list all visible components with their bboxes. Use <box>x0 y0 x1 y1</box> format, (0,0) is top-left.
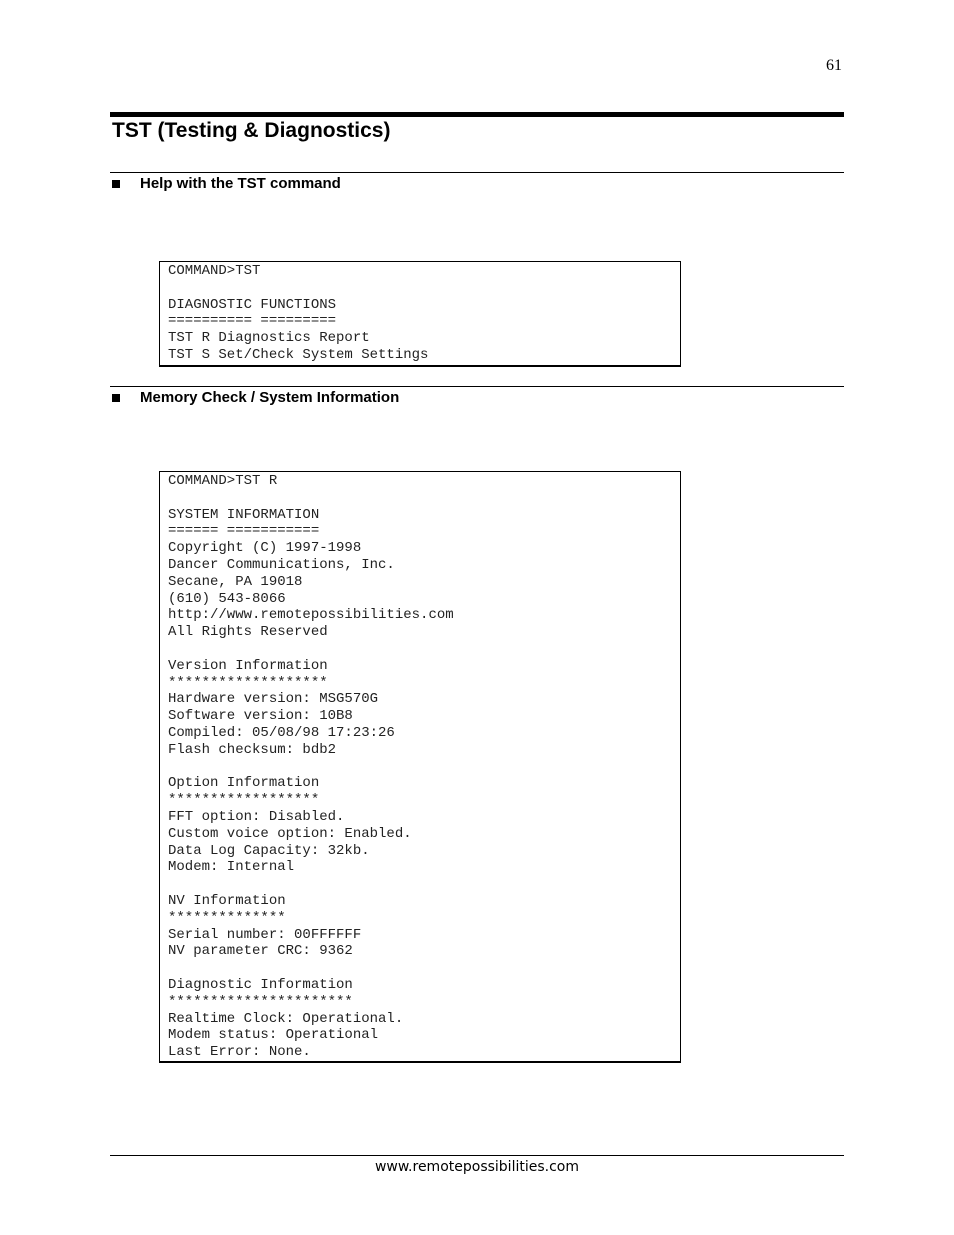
code-line: Modem status: Operational <box>168 1027 379 1044</box>
footer-rule <box>110 1155 844 1156</box>
code-line: FFT option: Disabled. <box>168 808 345 825</box>
code-line: ****************** <box>168 792 320 809</box>
code-line <box>168 759 672 776</box>
code-line: http://www.remotepossibilities.com <box>168 607 454 624</box>
code-line: Option Information <box>168 775 320 792</box>
code-line <box>168 280 672 297</box>
code-line <box>168 490 672 507</box>
title-rule <box>110 112 844 117</box>
divider-rule <box>110 386 844 387</box>
code-line: Serial number: 00FFFFFF <box>168 926 362 943</box>
subsection-heading <box>112 389 399 406</box>
code-line: COMMAND>TST <box>168 263 261 279</box>
code-line: Dancer Communications, Inc. <box>168 556 395 573</box>
code-line: Diagnostic Information <box>168 976 353 993</box>
code-line <box>168 641 672 658</box>
subsection-heading-text: Help with the TST command <box>140 175 341 192</box>
square-bullet-icon <box>112 180 120 188</box>
footer-url: www.remotepossibilities.com <box>374 1159 579 1175</box>
code-line: Software version: 10B8 <box>168 708 353 725</box>
code-line: Modem: Internal <box>168 859 295 876</box>
code-line: Version Information <box>168 657 328 674</box>
code-line <box>168 960 672 977</box>
code-line: NV Information <box>168 892 286 909</box>
code-line: TST R Diagnostics Report <box>168 330 370 347</box>
code-line: SYSTEM INFORMATION <box>168 506 320 523</box>
code-line: DIAGNOSTIC FUNCTIONS <box>168 296 337 313</box>
code-line: (610) 543-8066 <box>168 590 286 607</box>
code-line: Realtime Clock: Operational. <box>168 1010 404 1027</box>
code-line: NV parameter CRC: 9362 <box>168 943 353 960</box>
code-line: ====== =========== <box>168 523 320 540</box>
code-line: ******************* <box>168 674 328 691</box>
code-line: Last Error: None. <box>168 1044 311 1061</box>
code-line: TST S Set/Check System Settings <box>168 346 429 363</box>
code-block <box>159 261 681 367</box>
code-line <box>168 876 672 893</box>
page-number: 61 <box>826 57 842 74</box>
subsection-heading-text: Memory Check / System Information <box>140 389 400 406</box>
code-line: Custom voice option: Enabled. <box>168 825 412 842</box>
code-line: COMMAND>TST R <box>168 473 278 489</box>
code-line: Compiled: 05/08/98 17:23:26 <box>168 724 395 741</box>
code-line: Copyright (C) 1997-1998 <box>168 540 362 557</box>
code-line: ********************** <box>168 993 353 1010</box>
code-line: ************** <box>168 909 286 926</box>
square-bullet-icon <box>112 394 120 402</box>
code-line: All Rights Reserved <box>168 624 328 641</box>
code-line: Data Log Capacity: 32kb. <box>168 842 370 859</box>
code-block <box>159 471 681 1063</box>
divider-rule <box>110 172 844 173</box>
code-line: Flash checksum: bdb2 <box>168 741 337 758</box>
section-title: TST (Testing & Diagnostics) <box>112 119 391 142</box>
subsection-heading <box>112 175 341 192</box>
code-line: Hardware version: MSG570G <box>168 691 379 708</box>
code-line: Secane, PA 19018 <box>168 573 303 590</box>
code-line: ========== ========= <box>168 313 337 330</box>
